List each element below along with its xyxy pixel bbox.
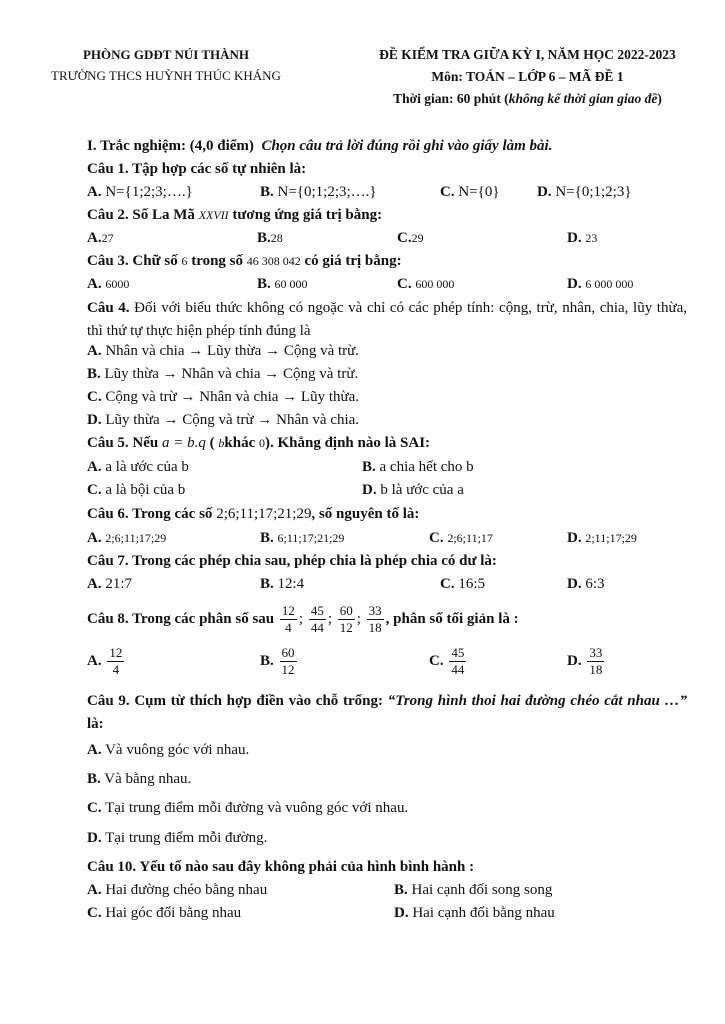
question-5: Câu 5. Nếu a = b.q ( bkhác 0). Khẳng định nào là SAI: (87, 435, 431, 451)
q10-option-a: A. Hai đường chéo bằng nhau (87, 882, 268, 898)
q2-option-c: C.29 (397, 230, 424, 246)
q8-option-c: C. $\frac{45}{44}$ (429, 645, 465, 678)
q3-option-b: B. 60 000 (257, 276, 308, 292)
q9-option-b: B. Và bằng nhau. (87, 771, 192, 787)
exam-time: Thời gian: 60 phút (không kể thời gian giao đề) (393, 91, 662, 106)
question-9: Câu 9. Cụm từ thích hợp điền vào chỗ trống: “Trong hình thoi hai đường chéo cắt nhau …” là: (87, 693, 687, 732)
q1-option-d: D. N={0;1;2;3} (537, 184, 632, 200)
question-7: Câu 7. Trong các phép chia sau, phép chia là phép chia có dư là: (87, 553, 497, 569)
section-title: I. Trắc nghiệm: (4,0 điểm) Chọn câu trả lời đúng rồi ghi vào giấy làm bài. (87, 138, 553, 154)
q4-option-a: A. Nhân và chia → Lũy thừa → Cộng và trừ. (87, 343, 360, 359)
q6-option-a: A. 2;6;11;17;29 (87, 530, 167, 546)
q5-option-a: A. a là ước của b (87, 459, 189, 475)
q8-option-d: D. $\frac{33}{18}$ (567, 645, 603, 678)
q8-option-a: A. $\frac{12}{4}$ (87, 645, 123, 678)
q5-option-b: B. a chia hết cho b (362, 459, 474, 475)
q6-option-d: D. 2;11;17;29 (567, 530, 637, 546)
q2-option-a: A.27 (87, 230, 114, 246)
q4-option-b: B. Lũy thừa → Nhân và chia → Cộng và trừ. (87, 366, 359, 382)
school-name: TRƯỜNG THCS HUỲNH THÚC KHÁNG (51, 68, 281, 83)
q4-option-d: D. Lũy thừa → Cộng và trừ → Nhân và chia. (87, 412, 360, 428)
question-8: Câu 8. Trong các phân số sau $\frac{12}{4}$ ; $\frac{45}{44}$ ; $\frac{60}{12}$ ; $\frac{33}{18}$ , phân số tối giản là : (87, 603, 519, 636)
q8-fraction-2: $\frac{45}{44}$ (310, 603, 324, 636)
q10-option-d: D. Hai cạnh đối bằng nhau (394, 905, 555, 921)
q2-option-d: D. 23 (567, 230, 598, 246)
q5-option-c: C. a là bội của b (87, 482, 186, 498)
exam-subject: Môn: TOÁN – LỚP 6 – MÃ ĐỀ 1 (431, 69, 624, 84)
q6-option-b: B. 6;11;17;21;29 (260, 530, 345, 546)
question-3: Câu 3. Chữ số 6 trong số 46 308 042 có giá trị bằng: (87, 253, 402, 269)
q10-option-b: B. Hai cạnh đối song song (394, 882, 553, 898)
q7-option-d: D. 6:3 (567, 576, 605, 592)
exam-title: ĐỀ KIỂM TRA GIỮA KỲ I, NĂM HỌC 2022-2023 (379, 47, 676, 62)
question-1: Câu 1. Tập hợp các số tự nhiên là: (87, 161, 307, 177)
q10-option-c: C. Hai góc đối bằng nhau (87, 905, 242, 921)
department-name: PHÒNG GDĐT NÚI THÀNH (82, 47, 249, 62)
question-6: Câu 6. Trong các số 2;6;11;17;21;29, số nguyên tố là: (87, 506, 420, 522)
q8-option-b: B. $\frac{60}{12}$ (260, 645, 295, 678)
question-10: Câu 10. Yếu tố nào sau đây không phải của hình bình hành : (87, 859, 475, 875)
q9-option-d: D. Tại trung điểm mỗi đường. (87, 830, 268, 846)
q8-fraction-3: $\frac{60}{12}$ (339, 603, 353, 636)
school-header (0, 44, 332, 86)
q3-option-d: D. 6 000 000 (567, 276, 634, 292)
q3-option-c: C. 600 000 (397, 276, 455, 292)
q9-option-a: A. Và vuông góc với nhau. (87, 742, 250, 758)
q5-option-d: D. b là ước của a (362, 482, 464, 498)
q9-option-c: C. Tại trung điểm mỗi đường và vuông góc với nhau. (87, 800, 409, 816)
q1-option-c: C. N={0} (440, 184, 500, 200)
q8-fraction-1: $\frac{12}{4}$ (281, 603, 295, 636)
q7-option-a: A. 21:7 (87, 576, 133, 592)
q6-option-c: C. 2;6;11;17 (429, 530, 493, 546)
question-4: Câu 4. Đối với biểu thức không có ngoặc và chỉ có các phép tính: cộng, trừ, nhân, chia, lũy thừa, thì thứ tự thực hiện phép tính đúng là (87, 300, 688, 339)
q3-option-a: A. 6000 (87, 276, 130, 292)
question-2: Câu 2. Số La Mã XXVII tương ứng giá trị bằng: (87, 207, 383, 223)
q1-option-a: A. N={1;2;3;….} (87, 184, 193, 200)
q7-option-b: B. 12:4 (260, 576, 305, 592)
exam-header (335, 44, 720, 110)
q7-option-c: C. 16:5 (440, 576, 486, 592)
q2-option-b: B.28 (257, 230, 283, 246)
q4-option-c: C. Cộng và trừ → Nhân và chia → Lũy thừa. (87, 389, 360, 405)
q1-option-b: B. N={0;1;2;3;….} (260, 184, 377, 200)
q8-fraction-4: $\frac{33}{18}$ (368, 603, 382, 636)
